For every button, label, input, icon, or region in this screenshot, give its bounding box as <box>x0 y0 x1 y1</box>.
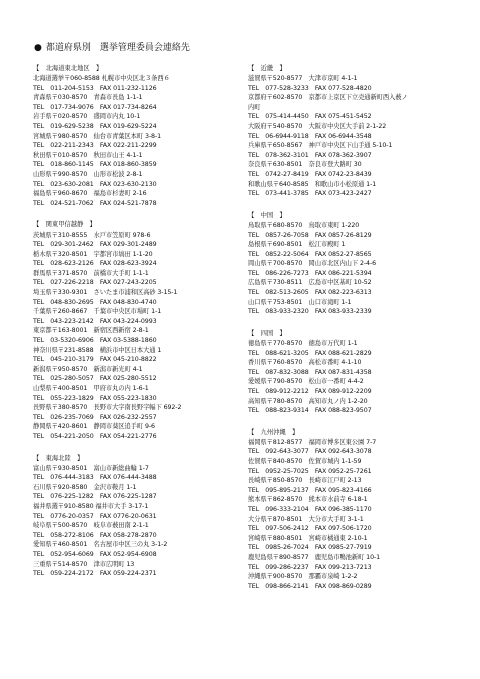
phone-fax-line: TEL 0952-25-7025 FAX 0952-25-7261 <box>248 467 372 475</box>
phone-fax-line: TEL 03-5320-6906 FAX 03-5388-1860 <box>33 337 157 345</box>
phone-fax-line: TEL 099-286-2237 FAX 099-213-7213 <box>248 563 372 571</box>
address-line: 大分県〒870-8501 大分市大手町 3-1-1 <box>248 515 364 523</box>
region-section <box>248 64 458 199</box>
phone-fax-line: TEL 088-823-9314 FAX 088-823-9507 <box>248 407 372 415</box>
address-line: 高知県〒780-8570 高知市丸ノ内 1-2-20 <box>248 397 368 405</box>
address-line: 愛媛県〒790-8570 松山市一番町 4-4-2 <box>248 378 364 386</box>
phone-fax-line: TEL 018-860-1145 FAX 018-860-3859 <box>33 161 157 169</box>
phone-fax-line: TEL 023-630-2081 FAX 023-630-2130 <box>33 180 157 188</box>
phone-fax-line: TEL 088-621-3205 FAX 088-621-2829 <box>248 349 372 357</box>
phone-fax-line: TEL 092-643-3077 FAX 092-643-3078 <box>248 448 372 456</box>
address-line: 兵庫県〒650-8567 神戸市中央区下山手通 5-10-1 <box>248 142 393 150</box>
region-section <box>33 220 243 441</box>
phone-fax-line: TEL 017-734-9076 FAX 017-734-8264 <box>33 103 157 111</box>
phone-fax-line: TEL 048-830-2695 FAX 048-830-4740 <box>33 298 157 306</box>
phone-fax-line: TEL 077-528-3233 FAX 077-528-4820 <box>248 84 372 92</box>
address-line: 沖縄県〒900-8570 那覇市泉崎 1-2-2 <box>248 573 358 581</box>
address-line: 岡山県〒700-8570 岡山市北区内山下 2-4-6 <box>248 260 377 268</box>
address-line: 内町 <box>248 103 261 111</box>
phone-fax-line: TEL 028-623-2126 FAX 028-623-3924 <box>33 260 157 268</box>
address-line: 広島県〒730-8511 広島市中区基町 10-52 <box>248 279 372 287</box>
region-section <box>248 211 458 317</box>
address-line: 東京都〒163-8001 新宿区西新宿 2-8-1 <box>33 327 149 335</box>
address-line: 京都府〒602-8570 京都市上京区下立売通新町西入薮ノ <box>248 94 408 102</box>
address-line: 長崎県〒850-8570 長崎市江戸町 2-13 <box>248 477 362 485</box>
address-line: 愛知県〒460-8501 名古屋市中区三の丸 3-1-2 <box>33 541 168 549</box>
region-section <box>33 454 243 579</box>
page-title <box>34 43 190 54</box>
phone-fax-line: TEL 011-204-5153 FAX 011-232-1126 <box>33 84 157 92</box>
region-section <box>248 329 458 416</box>
address-line: 三重県〒514-8570 津市広明町 13 <box>33 560 135 568</box>
address-line: 宮城県〒980-8570 仙台市青葉区本町 3-8-1 <box>33 132 162 140</box>
phone-fax-line: TEL 075-414-4450 FAX 075-451-5452 <box>248 113 372 121</box>
phone-fax-line: TEL 0776-20-0357 FAX 0776-20-0631 <box>33 512 157 520</box>
address-line: 福島県〒960-8670 福島市杉妻町 2-16 <box>33 190 147 198</box>
address-line: 鹿児島県〒890-8577 鹿児島市鴨池新町 10-1 <box>248 553 381 561</box>
page-title-text: 都道府県別 選挙管理委員会連絡先 <box>45 43 190 53</box>
region-heading: 【 東海北陸 】 <box>33 454 84 462</box>
address-line: 佐賀県〒840-8570 佐賀市城内 1-1-59 <box>248 457 362 465</box>
address-line: 山梨県〒400-8501 甲府市丸の内 1-6-1 <box>33 385 149 392</box>
address-line: 茨城県〒310-8555 水戸市笠原町 978-6 <box>33 231 151 239</box>
address-line: 福岡県〒812-8577 福岡市博多区東公園 7-7 <box>248 438 377 446</box>
address-line: 大阪府〒540-8570 大阪市中央区大手前 2-1-22 <box>248 123 387 131</box>
phone-fax-line: TEL 096-333-2104 FAX 096-385-1170 <box>248 505 372 513</box>
address-line: 徳島県〒770-8570 徳島市万代町 1-1 <box>248 339 358 347</box>
address-line: 鳥取県〒680-8570 鳥取市東町 1-220 <box>248 221 360 229</box>
phone-fax-line: TEL 0985-26-7024 FAX 0985-27-7919 <box>248 544 372 552</box>
region-heading: 【 四国 】 <box>248 329 286 337</box>
address-line: 北海道選挙〒060-8588 札幌市中央区北３条西６ <box>33 75 170 83</box>
phone-fax-line: TEL 097-506-2412 FAX 097-506-1720 <box>248 525 372 533</box>
address-line: 山口県〒753-8501 山口市滝町 1-1 <box>248 298 352 306</box>
region-heading: 【 九州沖縄 】 <box>248 428 299 436</box>
phone-fax-line: TEL 043-223-2142 FAX 043-224-0993 <box>33 317 157 325</box>
address-line: 宮崎県〒880-8501 宮崎市橘通東 2-10-1 <box>248 534 368 542</box>
phone-fax-line: TEL 078-362-3101 FAX 078-362-3907 <box>248 151 372 159</box>
address-line: 石川県〒920-8580 金沢市鞍月 1-1 <box>33 483 137 491</box>
phone-fax-line: TEL 055-223-1829 FAX 055-223-1830 <box>33 394 157 402</box>
address-line: 秋田県〒010-8570 秋田市山王 4-1-1 <box>33 151 143 159</box>
phone-fax-line: TEL 019-629-5238 FAX 019-629-5224 <box>33 123 157 131</box>
phone-fax-line: TEL 045-210-3179 FAX 045-210-8822 <box>33 356 157 364</box>
phone-fax-line: TEL 059-224-2172 FAX 059-224-2371 <box>33 570 157 578</box>
phone-fax-line: TEL 098-866-2141 FAX 098-869-0289 <box>248 582 372 590</box>
address-line: 栃木県〒320-8501 宇都宮市塙田 1-1-20 <box>33 250 153 258</box>
address-line: 青森県〒030-8570 青森市長島 1-1-1 <box>33 94 143 102</box>
phone-fax-line: TEL 076-444-3183 FAX 076-444-3488 <box>33 474 157 482</box>
address-line: 熊本県〒862-8570 熊本市水前寺 6-18-1 <box>248 496 368 504</box>
phone-fax-line: TEL 087-832-3088 FAX 087-831-4358 <box>248 368 372 376</box>
phone-fax-line: TEL 0852-22-5064 FAX 0852-27-8565 <box>248 250 372 258</box>
phone-fax-line: TEL 027-226-2218 FAX 027-243-2205 <box>33 279 157 287</box>
phone-fax-line: TEL 06-6944-9118 FAX 06-6944-3548 <box>248 132 372 140</box>
phone-fax-line: TEL 095-895-2137 FAX 095-823-4166 <box>248 486 372 494</box>
region-section <box>33 64 243 208</box>
phone-fax-line: TEL 076-225-1282 FAX 076-225-1287 <box>33 493 157 501</box>
address-line: 長野県〒380-8570 長野市大字南長野字幅下 692-2 <box>33 404 182 412</box>
address-line: 香川県〒760-8570 高松市番町 4-1-10 <box>248 359 362 367</box>
phone-fax-line: TEL 083-933-2320 FAX 083-933-2339 <box>248 308 372 316</box>
phone-fax-line: TEL 026-235-7069 FAX 026-232-2557 <box>33 413 157 421</box>
phone-fax-line: TEL 073-441-3785 FAX 073-423-2427 <box>248 190 372 198</box>
phone-fax-line: TEL 052-954-6069 FAX 052-954-6908 <box>33 551 157 558</box>
left-column <box>33 64 243 591</box>
phone-fax-line: TEL 089-912-2212 FAX 089-912-2209 <box>248 387 372 395</box>
address-line: 島根県〒690-8501 松江市殿町 1 <box>248 241 346 249</box>
phone-fax-line: TEL 025-280-5057 FAX 025-280-5512 <box>33 375 157 383</box>
address-line: 滋賀県〒520-8577 大津市京町 4-1-1 <box>248 75 358 83</box>
address-line: 群馬県〒371-8570 前橋市大手町 1-1-1 <box>33 269 149 277</box>
right-column <box>248 64 458 603</box>
phone-fax-line: TEL 054-221-2050 FAX 054-221-2776 <box>33 432 157 440</box>
address-line: 山形県〒990-8570 山形市松波 2-8-1 <box>33 171 143 179</box>
phone-fax-line: TEL 0742-27-8419 FAX 0742-23-8439 <box>248 171 372 179</box>
address-line: 千葉県〒260-8667 千葉市中央区市場町 1-1 <box>33 308 162 316</box>
address-line: 新潟県〒950-8570 新潟市新光町 4-1 <box>33 365 143 373</box>
address-line: 和歌山県〒640-8585 和歌山市小松原通 1-1 <box>248 180 377 188</box>
region-heading: 【 中国 】 <box>248 211 286 219</box>
region-heading: 【 北海道東北地区 】 <box>33 65 103 72</box>
phone-fax-line: TEL 024-521-7062 FAX 024-521-7878 <box>33 199 157 207</box>
address-line: 福井県選〒910-8580 福井市大手 3-17-1 <box>33 503 149 511</box>
bullet-icon: ● <box>34 43 42 53</box>
region-section <box>248 428 458 592</box>
phone-fax-line: TEL 029-301-2462 FAX 029-301-2489 <box>33 241 157 249</box>
phone-fax-line: TEL 086-226-7273 FAX 086-221-5394 <box>248 269 372 277</box>
phone-fax-line: TEL 022-211-2343 FAX 022-211-2299 <box>33 142 157 150</box>
address-line: 奈良県〒630-8501 奈良市登大路町 30 <box>248 161 362 169</box>
address-line: 静岡県〒420-8601 静岡市葵区追手町 9-6 <box>33 423 155 431</box>
address-line: 岐阜県〒500-8570 岐阜市薮田南 2-1-1 <box>33 522 149 530</box>
address-line: 富山県〒930-8501 富山市新総曲輪 1-7 <box>33 464 149 472</box>
phone-fax-line: TEL 082-513-2605 FAX 082-223-6313 <box>248 289 372 297</box>
region-heading: 【 近畿 】 <box>248 65 286 72</box>
address-line: 埼玉県〒330-9301 さいたま市浦和区高砂 3-15-1 <box>33 289 178 297</box>
phone-fax-line: TEL 058-272-8106 FAX 058-278-2870 <box>33 531 157 539</box>
address-line: 岩手県〒020-8570 盛岡市内丸 10-1 <box>33 113 141 121</box>
address-line: 神奈川県〒231-8588 横浜市中区日本大通 1 <box>33 346 162 354</box>
phone-fax-line: TEL 0857-26-7058 FAX 0857-26-8129 <box>248 231 372 239</box>
region-heading: 【 関東甲信越静 】 <box>33 221 96 229</box>
